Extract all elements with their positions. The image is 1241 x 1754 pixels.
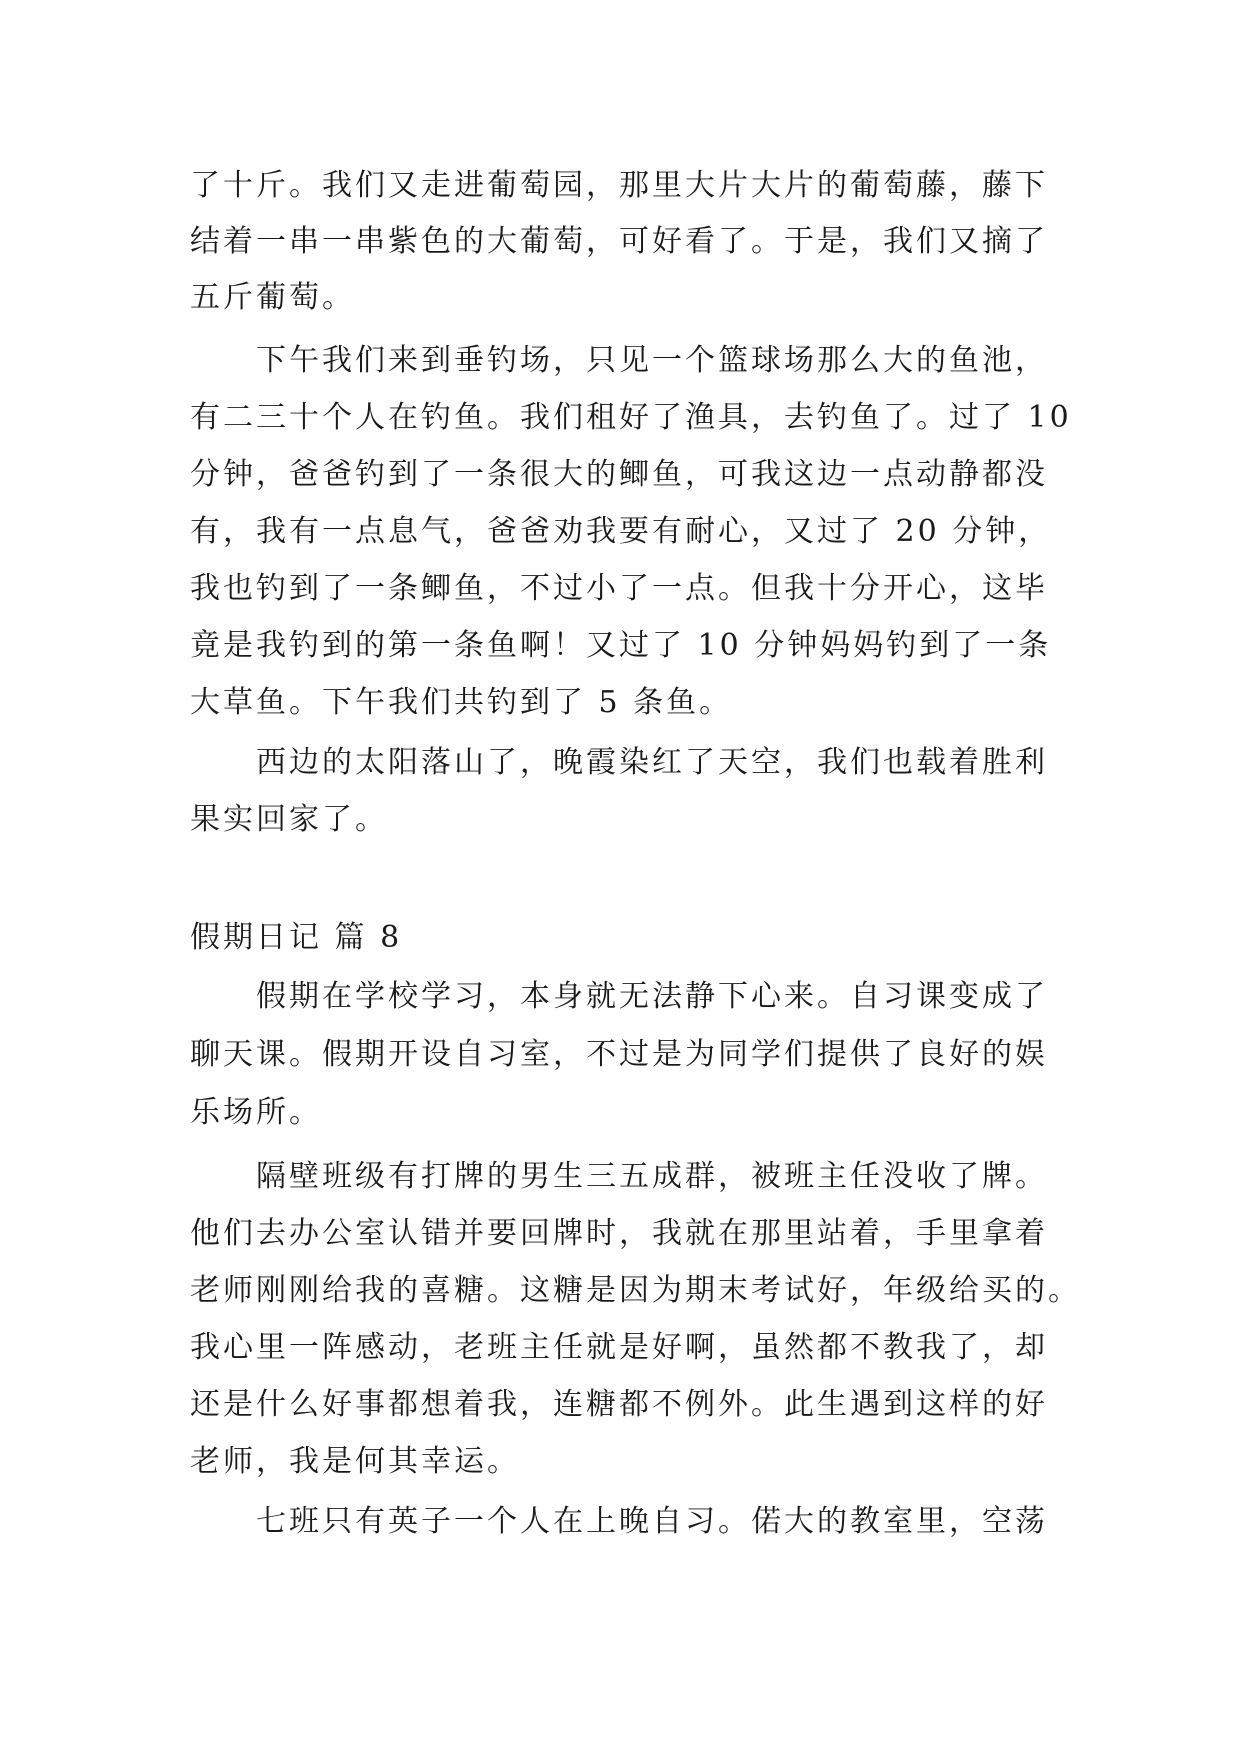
paragraph-line: 下午我们来到垂钓场，只见一个篮球场那么大的鱼池， [256,343,1048,378]
paragraph-line: 老师刚刚给我的喜糖。这糖是因为期末考试好，年级给买的。 [190,1273,1081,1308]
paragraph-line: 还是什么好事都想着我，连糖都不例外。此生遇到这样的好 [190,1387,1048,1422]
paragraph-line: 有，我有一点息气，爸爸劝我要有耐心，又过了 20 分钟， [190,514,1052,549]
paragraph-line: 他们去办公室认错并要回牌时，我就在那里站着，手里拿着 [190,1216,1048,1251]
paragraph-line: 果实回家了。 [190,802,388,837]
paragraph-line: 五斤葡萄。 [190,280,355,315]
paragraph-line: 隔壁班级有打牌的男生三五成群，被班主任没收了牌。 [256,1159,1048,1194]
paragraph-line: 有二三十个人在钓鱼。我们租好了渔具，去钓鱼了。过了 10 [190,400,1072,435]
paragraph-line: 竟是我钓到的第一条鱼啊！又过了 10 分钟妈妈钓到了一条 [190,628,1052,663]
paragraph-line: 聊天课。假期开设自习室，不过是为同学们提供了良好的娱 [190,1037,1048,1072]
paragraph-line: 西边的太阳落山了，晚霞染红了天空，我们也载着胜利 [256,745,1048,780]
paragraph-line: 我心里一阵感动，老班主任就是好啊，虽然都不教我了，却 [190,1330,1048,1365]
paragraph-line: 假期在学校学习，本身就无法静下心来。自习课变成了 [256,979,1048,1014]
paragraph-line: 老师，我是何其幸运。 [190,1444,520,1479]
paragraph-line: 我也钓到了一条鲫鱼，不过小了一点。但我十分开心，这毕 [190,571,1048,606]
section-heading: 假期日记 篇 8 [190,920,403,955]
paragraph-line: 七班只有英子一个人在上晚自习。偌大的教室里，空荡 [256,1504,1048,1539]
paragraph-line: 分钟，爸爸钓到了一条很大的鲫鱼，可我这边一点动静都没 [190,457,1048,492]
paragraph-line: 了十斤。我们又走进葡萄园，那里大片大片的葡萄藤，藤下 [190,168,1048,203]
paragraph-line: 结着一串一串紫色的大葡萄，可好看了。于是，我们又摘了 [190,224,1048,259]
paragraph-line: 大草鱼。下午我们共钓到了 5 条鱼。 [190,685,733,720]
paragraph-line: 乐场所。 [190,1095,322,1130]
